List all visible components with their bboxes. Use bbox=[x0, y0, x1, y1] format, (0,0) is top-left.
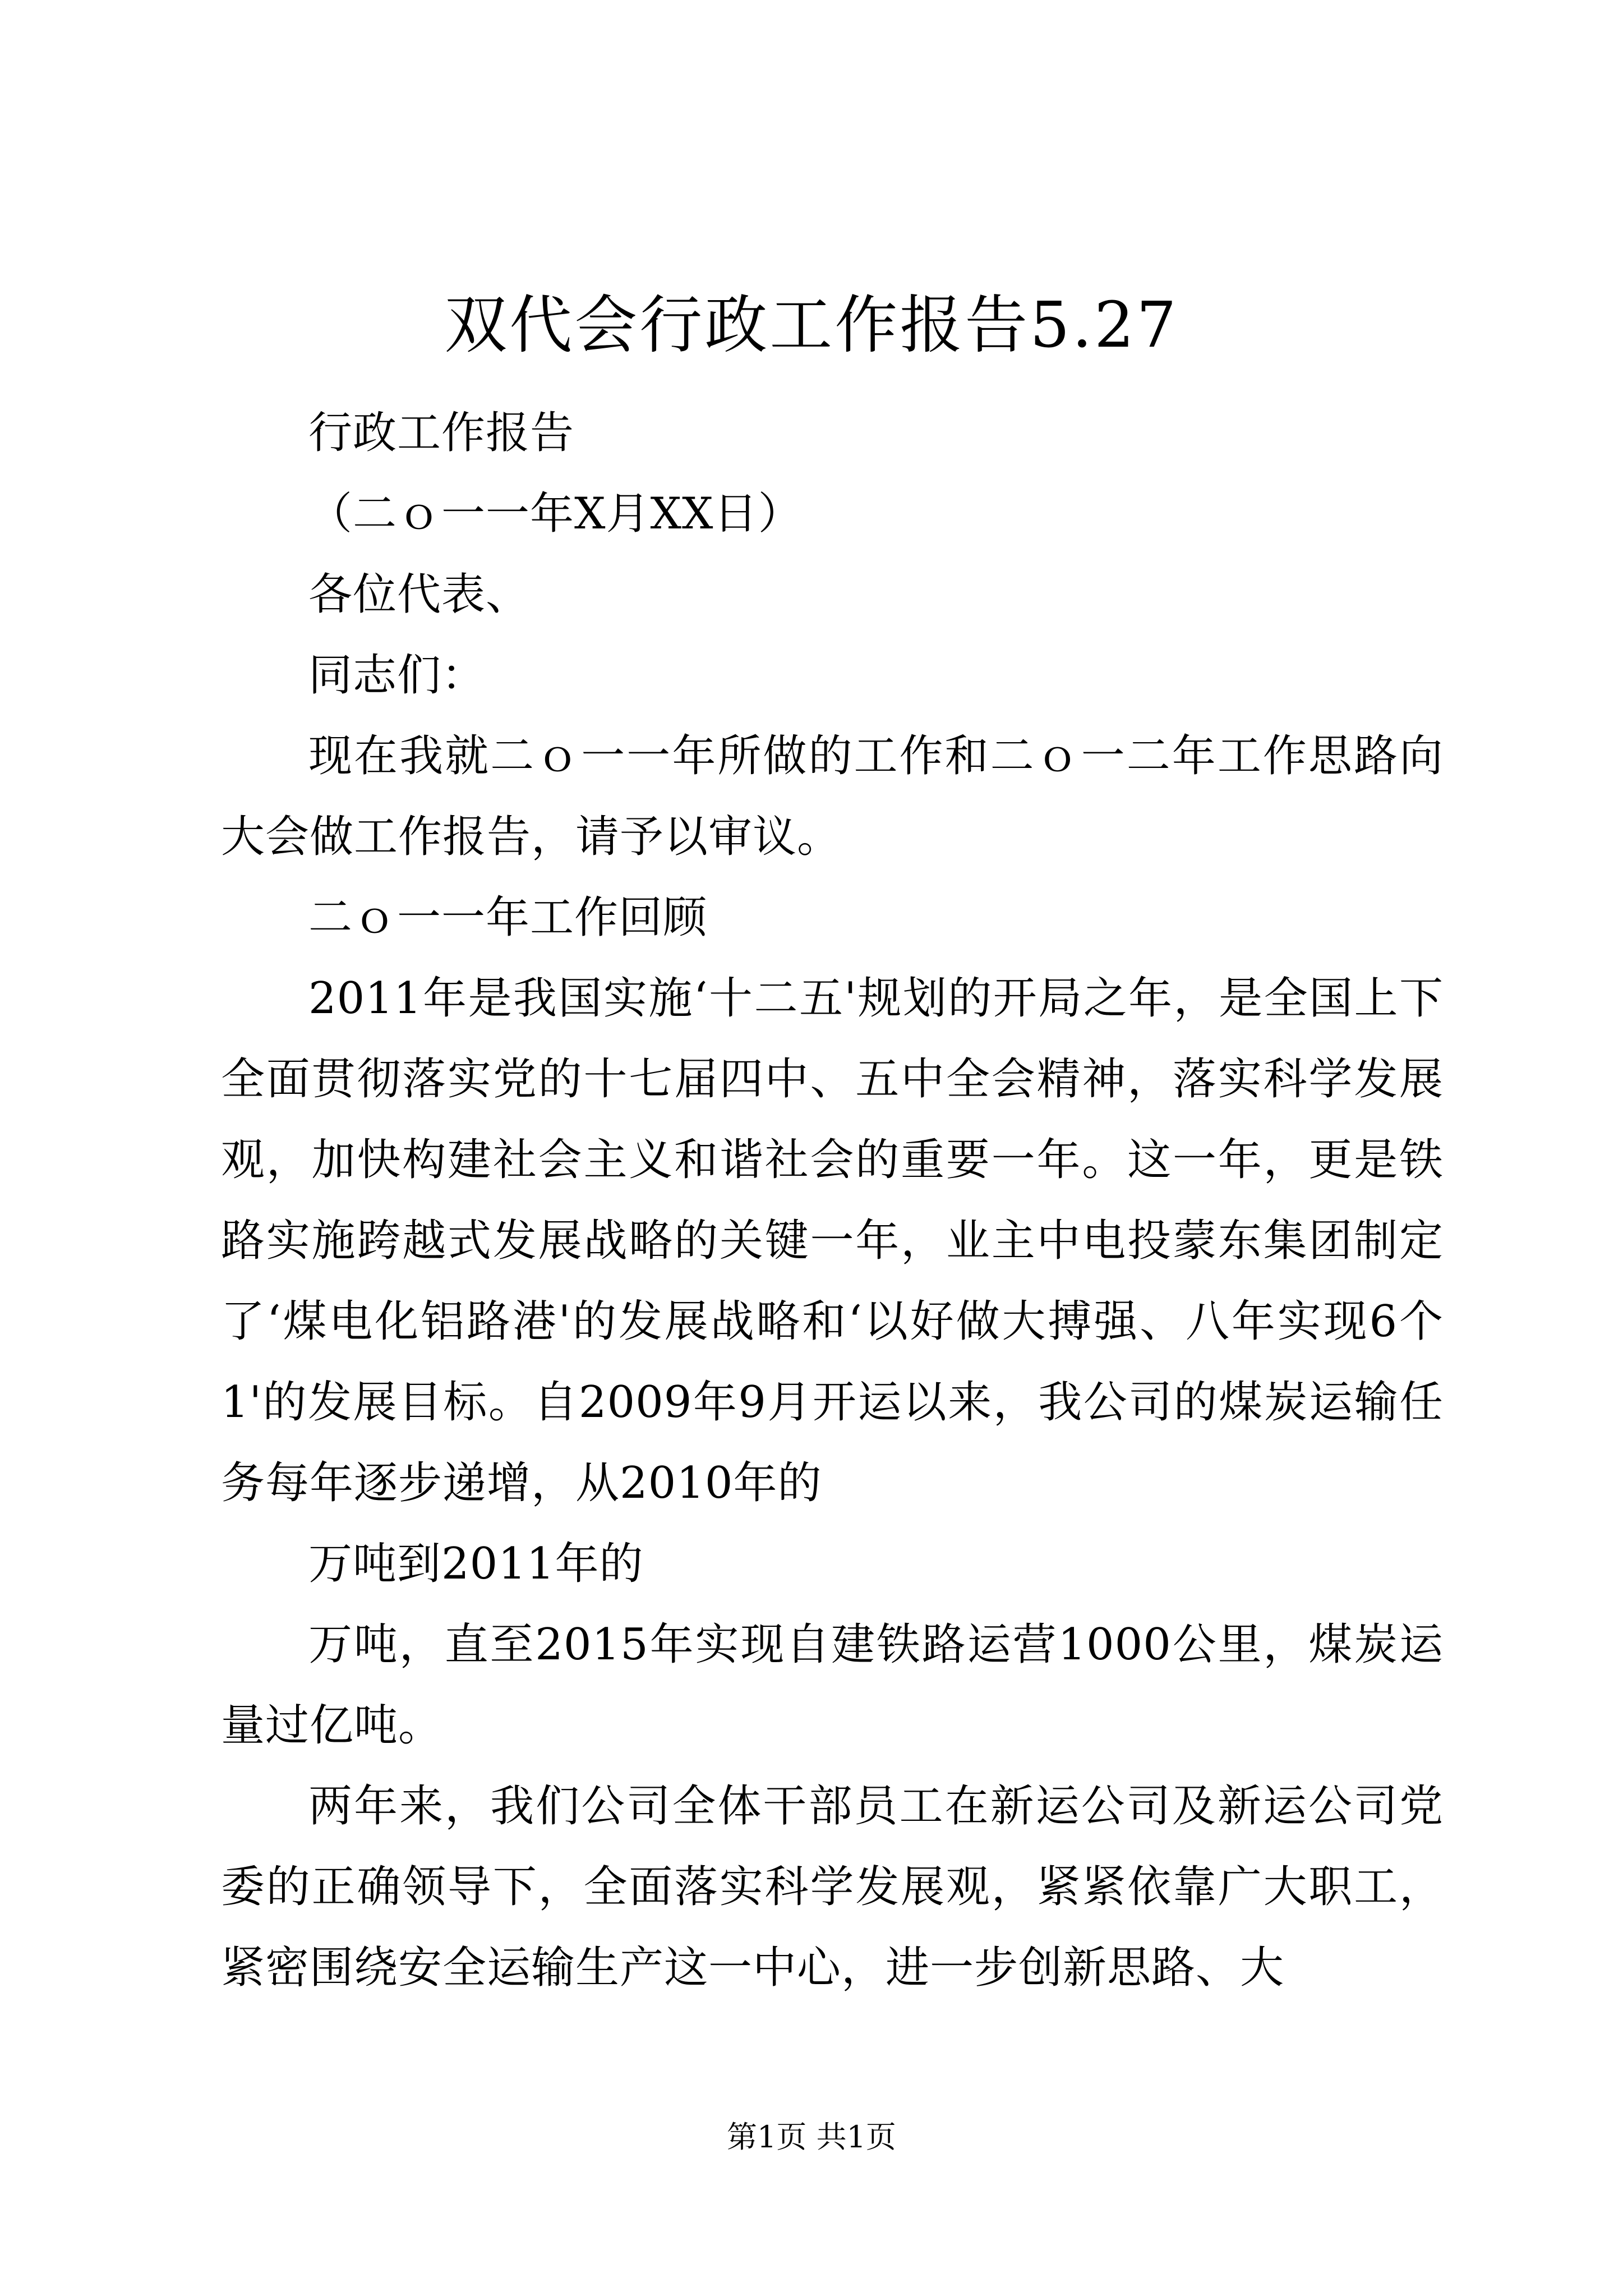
paragraph: 万吨，直至2015年实现自建铁路运营1000公里，煤炭运量过亿吨。 bbox=[221, 1619, 1444, 1751]
paragraph: （二ｏ一一年X月XX日） bbox=[308, 489, 803, 539]
paragraph: 二ｏ一一年工作回顾 bbox=[308, 892, 708, 943]
paragraph: 两年来，我们公司全体干部员工在新运公司及新运公司党委的正确领导下，全面落实科学发展观，紧紧依靠广大职工，紧密围绕安全运输生产这一中心，进一步创新思路、大 bbox=[221, 1781, 1444, 1993]
paragraph: 2011年是我国实施‘十二五'规划的开局之年，是全国上下全面贯彻落实党的十七届四中、五中全会精神，落实科学发展观，加快构建社会主义和谐社会的重要一年。这一年，更是铁路实施跨越式发展战略的关键一年，业主中电投蒙东集团制定了‘煤电化铝路港'的发展战略和‘以好做大搏强、八年实现6个1'的发展目标。自2009年9月开运以来，我公司的煤炭运输任务每年逐步递增，从2010年的 bbox=[221, 973, 1444, 1508]
paragraph: 行政工作报告 bbox=[308, 408, 575, 458]
paragraph: 现在我就二ｏ一一年所做的工作和二ｏ一二年工作思路向大会做工作报告，请予以审议。 bbox=[221, 731, 1444, 862]
document-body bbox=[221, 393, 1444, 2008]
page-footer: 第1页 共1页 bbox=[727, 2119, 896, 2155]
paragraph: 万吨到2011年的 bbox=[308, 1539, 644, 1589]
paragraph: 同志们： bbox=[308, 650, 486, 701]
document-title: 双代会行政工作报告5.27 bbox=[444, 289, 1179, 362]
paragraph: 各位代表、 bbox=[308, 569, 531, 620]
